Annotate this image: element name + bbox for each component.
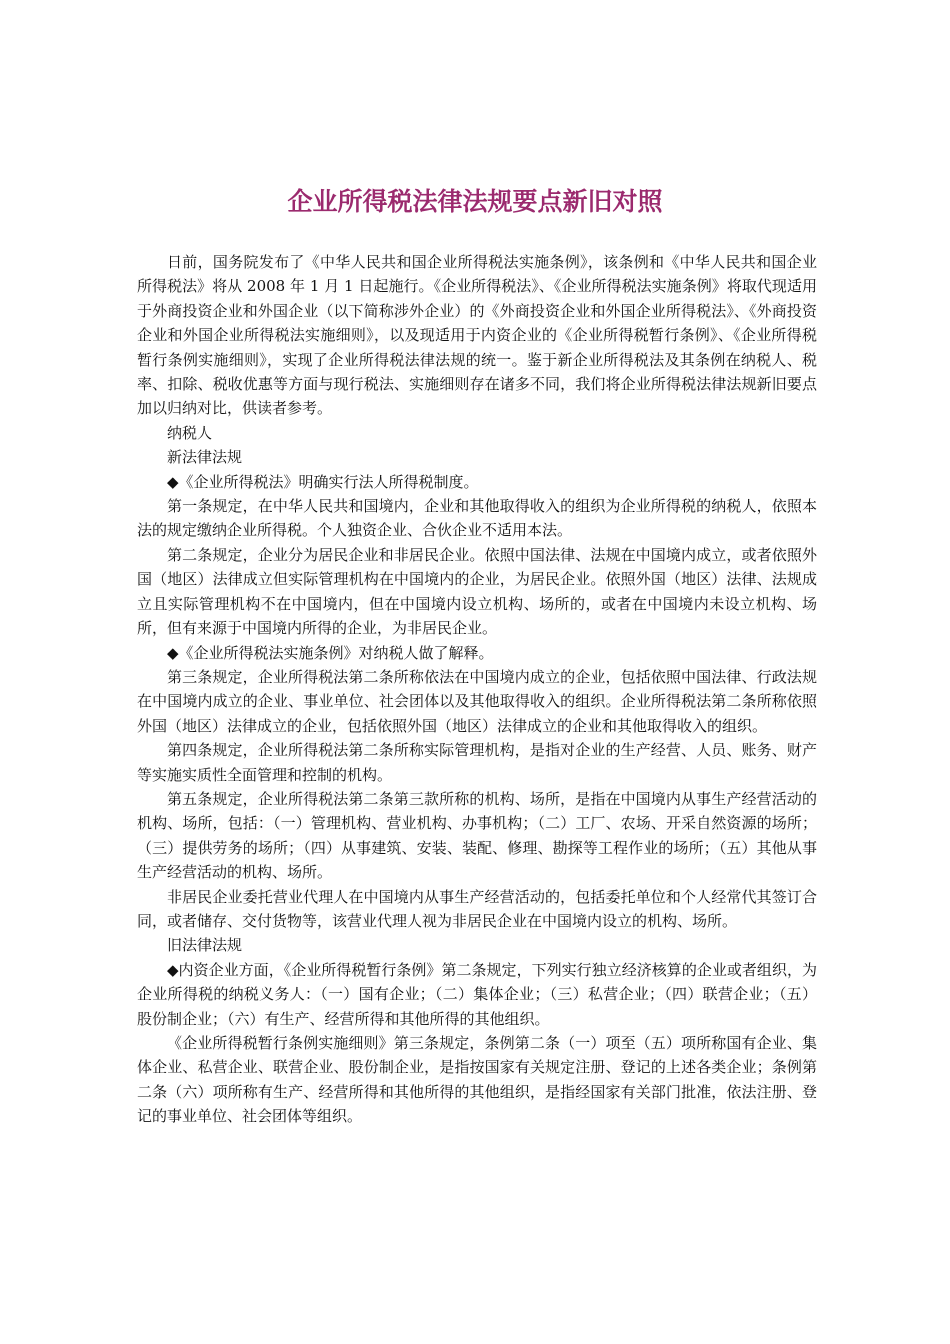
paragraph: ◆《企业所得税法》明确实行法人所得税制度。 (167, 472, 479, 491)
document-body (137, 250, 817, 1129)
paragraph: 第三条规定，企业所得税法第二条所称依法在中国境内成立的企业，包括依照中国法律、行政法规在中国境内成立的企业、事业单位、社会团体以及其他取得收入的组织。企业所得税法第二条所称依照外国（地区）法律成立的企业，包括依照外国（地区）法律成立的企业和其他取得收入的组织。 (137, 667, 817, 735)
subheading-new-laws: 新法律法规 (167, 448, 243, 467)
paragraph: 第一条规定，在中华人民共和国境内，企业和其他取得收入的组织为企业所得税的纳税人，依照本法的规定缴纳企业所得税。个人独资企业、合伙企业不适用本法。 (137, 497, 817, 540)
paragraph: 第四条规定，企业所得税法第二条所称实际管理机构，是指对企业的生产经营、人员、账务、财产等实施实质性全面管理和控制的机构。 (137, 741, 817, 784)
paragraph: 第五条规定，企业所得税法第二条第三款所称的机构、场所，是指在中国境内从事生产经营活动的机构、场所，包括：（一）管理机构、营业机构、办事机构；（二）工厂、农场、开采自然资源的场所；（三）提供劳务的场所；（四）从事建筑、安装、装配、修理、勘探等工程作业的场所；（五）其他从事生产经营活动的机构、场所。 (137, 789, 817, 882)
section-heading-taxpayer: 纳税人 (167, 423, 213, 442)
document-title: 企业所得税法律法规要点新旧对照 (287, 187, 663, 216)
paragraph: 《企业所得税暂行条例实施细则》第三条规定，条例第二条（一）项至（五）项所称国有企业、集体企业、私营企业、联营企业、股份制企业，是指按国家有关规定注册、登记的上述各类企业；条例第二条（六）项所称有生产、经营所得和其他所得的其他组织，是指经国家有关部门批准，依法注册、登记的事业单位、社会团体等组织。 (137, 1034, 817, 1126)
paragraph: ◆内资企业方面，《企业所得税暂行条例》第二条规定，下列实行独立经济核算的企业或者组织，为企业所得税的纳税义务人：（一）国有企业；（二）集体企业；（三）私营企业；（四）联营企业；（五）股份制企业；（六）有生产、经营所得和其他所得的其他组织。 (137, 960, 817, 1028)
paragraph: ◆《企业所得税法实施条例》对纳税人做了解释。 (167, 643, 494, 662)
paragraph: 第二条规定，企业分为居民企业和非居民企业。依照中国法律、法规在中国境内成立，或者依照外国（地区）法律成立但实际管理机构在中国境内的企业，为居民企业。依照外国（地区）法律、法规成立且实际管理机构不在中国境内，但在中国境内设立机构、场所的，或者在中国境内未设立机构、场所，但有来源于中国境内所得的企业，为非居民企业。 (137, 545, 817, 638)
paragraph-intro: 日前，国务院发布了《中华人民共和国企业所得税法实施条例》，该条例和《中华人民共和国企业所得税法》将从 2008 年 1 月 1 日起施行。《企业所得税法》、《企业所得税法实施条例》将取代现适用于外商投资企业和外国企业（以下简称涉外企业）的《外商投资企业和外国企业所得税法》、《外商投资企业和外国企业所得税法实施细则》，以及现适用于内资企业的《企业所得税暂行条例》、《企业所得税暂行条例实施细则》，实现了企业所得税法律法规的统一。鉴于新企业所得税法及其条例在纳税人、税率、扣除、税收优惠等方面与现行税法、实施细则存在诸多不同，我们将企业所得税法律法规新旧要点加以归纳对比，供读者参考。 (137, 253, 817, 418)
paragraph: 非居民企业委托营业代理人在中国境内从事生产经营活动的，包括委托单位和个人经常代其签订合同，或者储存、交付货物等，该营业代理人视为非居民企业在中国境内设立的机构、场所。 (137, 887, 817, 930)
subheading-old-laws: 旧法律法规 (167, 936, 243, 955)
